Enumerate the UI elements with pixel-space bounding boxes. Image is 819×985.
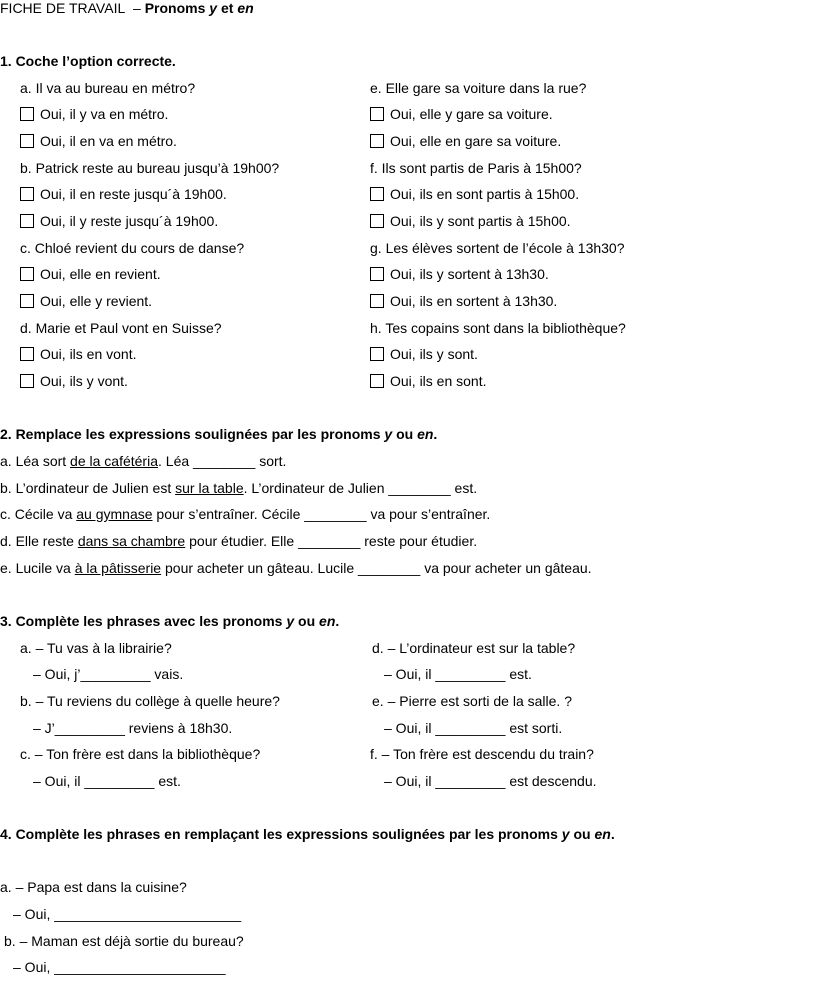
dialogue-answer: – Oui, il _________ est. bbox=[33, 773, 181, 789]
option-label: Oui, ils en sortent à 13h30. bbox=[390, 293, 558, 309]
exercise-2-item: b. L’ordinateur de Julien est sur la table. L’ordinateur de Julien ________ est. bbox=[0, 480, 478, 496]
section-1-heading: 1. Coche l’option correcte. bbox=[0, 53, 176, 69]
underlined-expression: au gymnase bbox=[76, 506, 153, 522]
title-subtitle: Pronoms bbox=[144, 0, 210, 16]
page-title bbox=[0, 0, 254, 17]
exercise-2-item: a. Léa sort de la cafétéria. Léa ________ sort. bbox=[0, 453, 287, 469]
dialogue-answer: – Oui, il _________ est descendu. bbox=[384, 773, 597, 789]
dialogue-answer: – Oui, il _________ est sorti. bbox=[384, 720, 563, 736]
checkbox[interactable] bbox=[370, 294, 384, 308]
checkbox[interactable] bbox=[370, 214, 384, 228]
checkbox[interactable] bbox=[20, 374, 34, 388]
option-label: Oui, ils en sont. bbox=[390, 373, 487, 389]
question-a: a. Il va au bureau en métro? bbox=[20, 80, 196, 96]
dialogue-question: b. – Maman est déjà sortie du bureau? bbox=[4, 933, 244, 949]
dialogue-question: a. – Tu vas à la librairie? bbox=[20, 640, 172, 656]
checkbox[interactable] bbox=[20, 107, 34, 121]
checkbox[interactable] bbox=[370, 134, 384, 148]
checkbox[interactable] bbox=[20, 214, 34, 228]
underlined-expression: à la pâtisserie bbox=[74, 560, 162, 576]
option-label: Oui, il y reste jusqu´à 19h00. bbox=[40, 213, 219, 229]
checkbox[interactable] bbox=[20, 347, 34, 361]
question-c: c. Chloé revient du cours de danse? bbox=[20, 240, 245, 256]
checkbox[interactable] bbox=[370, 187, 384, 201]
option-label: Oui, ils en vont. bbox=[40, 346, 137, 362]
checkbox[interactable] bbox=[20, 294, 34, 308]
question-f: f. Ils sont partis de Paris à 15h00? bbox=[370, 160, 582, 176]
dialogue-answer: – J’_________ reviens à 18h30. bbox=[33, 720, 233, 736]
section-3-heading: 3. Complète les phrases avec les pronoms y ou en. bbox=[0, 613, 340, 629]
dialogue-question: a. – Papa est dans la cuisine? bbox=[0, 879, 187, 895]
title-separator: – bbox=[133, 0, 145, 16]
section-2-heading: 2. Remplace les expressions soulignées par les pronoms y ou en. bbox=[0, 426, 438, 442]
option-label: Oui, ils y sont. bbox=[390, 346, 478, 362]
question-g: g. Les élèves sortent de l’école à 13h30? bbox=[370, 240, 625, 256]
option-label: Oui, elle y revient. bbox=[40, 293, 153, 309]
dialogue-question: f. – Ton frère est descendu du train? bbox=[370, 746, 594, 762]
checkbox[interactable] bbox=[370, 374, 384, 388]
checkbox[interactable] bbox=[370, 107, 384, 121]
option-label: Oui, elle y gare sa voiture. bbox=[390, 106, 553, 122]
exercise-2-item: d. Elle reste dans sa chambre pour étudier. Elle ________ reste pour étudier. bbox=[0, 533, 478, 549]
underlined-expression: de la cafétéria bbox=[70, 453, 158, 469]
question-d: d. Marie et Paul vont en Suisse? bbox=[20, 320, 222, 336]
dialogue-question: c. – Ton frère est dans la bibliothèque? bbox=[20, 746, 261, 762]
dialogue-question: b. – Tu reviens du collège à quelle heure? bbox=[20, 693, 280, 709]
checkbox[interactable] bbox=[370, 347, 384, 361]
underlined-expression: dans sa chambre bbox=[77, 533, 186, 549]
option-label: Oui, il en reste jusqu´à 19h00. bbox=[40, 186, 227, 202]
title-et: et bbox=[217, 0, 238, 16]
option-label: Oui, ils y sortent à 13h30. bbox=[390, 266, 549, 282]
option-label: Oui, ils y sont partis à 15h00. bbox=[390, 213, 571, 229]
question-h: h. Tes copains sont dans la bibliothèque? bbox=[370, 320, 626, 336]
option-label: Oui, il en va en métro. bbox=[40, 133, 177, 149]
option-label: Oui, elle en revient. bbox=[40, 266, 161, 282]
checkbox[interactable] bbox=[20, 187, 34, 201]
checkbox[interactable] bbox=[20, 134, 34, 148]
checkbox[interactable] bbox=[370, 267, 384, 281]
exercise-2-item: c. Cécile va au gymnase pour s’entraîner. Cécile ________ va pour s’entraîner. bbox=[0, 506, 491, 522]
dialogue-answer: – Oui, ______________________ bbox=[13, 959, 226, 975]
title-y: y bbox=[209, 0, 218, 16]
dialogue-question: d. – L’ordinateur est sur la table? bbox=[372, 640, 576, 656]
question-b: b. Patrick reste au bureau jusqu’à 19h00? bbox=[20, 160, 280, 176]
exercise-2-item: e. Lucile va à la pâtisserie pour acheter un gâteau. Lucile ________ va pour acheter un gâteau. bbox=[0, 560, 592, 576]
title-en: en bbox=[237, 0, 254, 16]
dialogue-answer: – Oui, il _________ est. bbox=[384, 666, 532, 682]
option-label: Oui, ils y vont. bbox=[40, 373, 128, 389]
option-label: Oui, il y va en métro. bbox=[40, 106, 169, 122]
dialogue-question: e. – Pierre est sorti de la salle. ? bbox=[372, 693, 572, 709]
underlined-expression: sur la table bbox=[175, 480, 244, 496]
option-label: Oui, ils en sont partis à 15h00. bbox=[390, 186, 580, 202]
checkbox[interactable] bbox=[20, 267, 34, 281]
dialogue-answer: – Oui, j’_________ vais. bbox=[33, 666, 184, 682]
question-e: e. Elle gare sa voiture dans la rue? bbox=[370, 80, 587, 96]
dialogue-answer: – Oui, ________________________ bbox=[13, 906, 242, 922]
option-label: Oui, elle en gare sa voiture. bbox=[390, 133, 562, 149]
title-main: FICHE DE TRAVAIL bbox=[0, 0, 126, 16]
section-4-heading: 4. Complète les phrases en remplaçant les expressions soulignées par les pronoms y ou en. bbox=[0, 826, 615, 842]
